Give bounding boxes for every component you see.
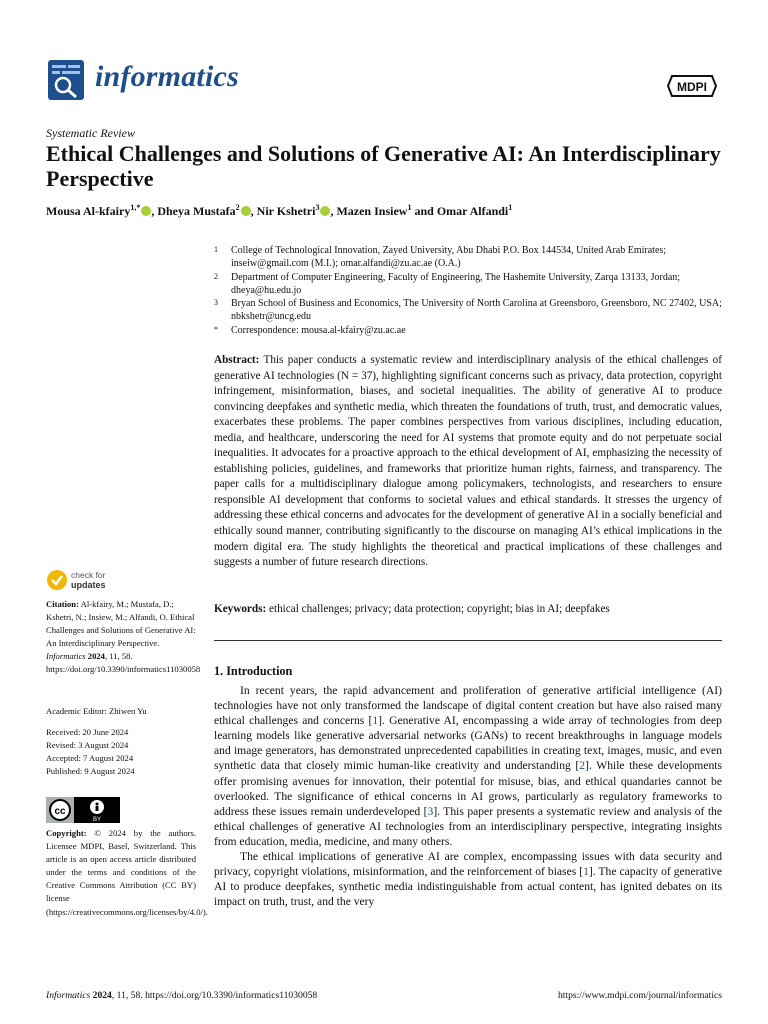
abstract — [214, 353, 722, 571]
orcid-icon[interactable] — [320, 206, 330, 216]
author-sup: 1 — [508, 203, 513, 212]
author-sup: 2 — [235, 203, 240, 212]
citation-label: Citation: — [46, 599, 79, 609]
keywords — [214, 603, 722, 615]
citation-link[interactable]: 1 — [372, 714, 379, 728]
svg-text:check for: check for — [71, 570, 106, 580]
correspondence: * Correspondence: mousa.al-kfairy@zu.ac.ae — [214, 324, 406, 336]
paragraph: The ethical implications of generative AI are complex, encompassing issues with data security and privacy, copyright violations, misinformation, and the reinforcement of biases [1]. The capacity of generative AI to produce deepfakes, synthetic media indistinguishable from actual content, has ignited debates on its impact on truth, trust, and the very — [214, 850, 722, 909]
paragraph: In recent years, the rapid advancement and proliferation of generative artificial intelligence (AI) technologies have not only transformed the landscape of digital content creation but have also raised many ethical challenges and concerns [1]. Generative AI, encompassing a wide array of technologies from deep learning models like generative adversarial networks (GANs) to recent breakthroughs in language models and image generators, has demonstrated unprecedented capabilities in creating text, images, music, and even synthetic data that closely mimic human-like creativity and understanding [2]. While these developments offer promising avenues for innovation, their potential for misuse, bias, and ethical quandaries cannot be overlooked. The significance of ethical concerns in AI grows, particularly as regulatory frameworks to address these issues remain underdeveloped [3]. This paper presents a systematic review and analysis of the ethical challenges of generative AI technologies from an interdisciplinary perspective, integrating insights from education, media, medicine, and many others. — [214, 684, 722, 848]
affiliation-item: 2 Department of Computer Engineering, Faculty of Engineering, The Hashemite University, Zarqa 13133, Jordan; dheya@hu.edu.jo — [214, 271, 681, 296]
affiliation-item: 1 College of Technological Innovation, Zayed University, Abu Dhabi P.O. Box 144534, United Arab Emirates; inseiw@gmail.com (M.I.); omar.alfandi@zu.ac.ae (O.A.) — [214, 245, 667, 270]
author-name[interactable]: Omar Alfandi — [436, 204, 509, 218]
svg-text:cc: cc — [54, 806, 66, 817]
date-received: Received: 20 June 2024 — [46, 727, 129, 737]
svg-text:BY: BY — [92, 817, 102, 823]
orcid-icon[interactable] — [241, 206, 251, 216]
cc-by-license-icon[interactable] — [46, 797, 120, 823]
citation-link[interactable]: 2 — [579, 759, 586, 773]
author-name[interactable]: Dheya Mustafa — [157, 204, 236, 218]
author-name[interactable]: Nir Kshetri — [256, 204, 316, 218]
author-sup: 1,* — [130, 203, 141, 212]
publication-dates — [46, 726, 196, 778]
journal-logo-icon — [46, 58, 86, 102]
affiliation-item: 3 Bryan School of Business and Economics, The University of North Carolina at Greensboro, Greensboro, NC 27402, USA; nbkshetr@uncg.edu — [214, 298, 722, 323]
intro-body — [214, 683, 722, 909]
date-published: Published: 9 August 2024 — [46, 766, 135, 777]
citation-link[interactable]: 1 — [583, 865, 589, 879]
author-name[interactable]: Mousa Al-kfairy — [46, 204, 131, 218]
divider — [214, 640, 722, 641]
keywords-label: Keywords: — [214, 603, 267, 615]
author-list: Mousa Al-kfairy$^{1,*}$ , Dheya Mustafa$^2$ , Nir Kshetri$^3$ , Mazen Insiew$^1$ and Omar Alfandi$^1$ — [46, 203, 513, 218]
author-sup: 3 — [315, 203, 320, 212]
svg-text:MDPI: MDPI — [677, 80, 707, 94]
mdpi-logo — [666, 72, 718, 100]
orcid-icon[interactable] — [141, 206, 151, 216]
copyright-block: Copyright: © 2024 by the authors. Licensee MDPI, Basel, Switzerland. This article is an open access article distributed under the terms and conditions of the Creative Commons Attribution (CC BY) license (https://creativecommons.org/licenses/by/4.0/). — [46, 828, 208, 917]
date-accepted: Accepted: 7 August 2024 — [46, 753, 134, 764]
footer-journal-link[interactable]: https://www.mdpi.com/journal/informatics — [557, 990, 722, 1001]
date-revised: Revised: 3 August 2024 — [46, 740, 129, 751]
affiliations — [214, 244, 724, 337]
article-type: Systematic Review — [46, 126, 135, 140]
abstract-label: Abstract: — [214, 354, 260, 366]
citation-link[interactable]: 3 — [427, 804, 434, 818]
check-for-updates-button[interactable] — [46, 569, 126, 591]
copyright-label: Copyright: — [46, 828, 87, 838]
section-heading: 1. Introduction — [214, 664, 293, 678]
author-name[interactable]: Mazen Insiew — [336, 204, 408, 218]
citation-block: Citation: Al-kfairy, M.; Mustafa, D.; Kshetri, N.; Insiew, M.; Alfandi, O. Ethical Challenges and Solutions of Generative AI: An Interdisciplinary Perspective. Informatics 2024, 11, 58. https://doi.org/10.3390/informatics11030058 — [46, 599, 201, 675]
paper-title: Ethical Challenges and Solutions of Generative AI: An Interdisciplinary Perspective — [46, 141, 721, 191]
abstract-text: This paper conducts a systematic review and interdisciplinary analysis of the ethical challenges of generative AI technologies (N = 37), highlighting significant concerns such as privacy, data protection, copyright infringement, misinformation, biases, and societal inequalities. The ability of generative AI to produce convincing deepfakes and synthetic media, which threaten the foundations of truth, trust, and democratic values, exacerbates these problems. The paper combines perspectives from various disciplines, including education, media, and healthcare, underscoring the need for AI systems that promote equity and do not perpetuate social inequalities. It advocates for a proactive approach to the ethical development of AI, emphasizing the necessity of establishing policies, guidelines, and frameworks that prioritize human rights, fairness, and transparency. The paper calls for a multidisciplinary dialogue among policymakers, technologists, and researchers to ensure responsible AI development that conforms to societal values and ethical standards. It stresses the urgency of addressing these ethical concerns and advocates for the development of generative AI in a socially beneficial and ethically sound manner, contributing significantly to the discourse on managing AI’s ethical implications in the modern digital era. The study highlights the theoretical and practical implications of these challenges and suggests a number of future research directions. — [214, 354, 722, 569]
keywords-text: ethical challenges; privacy; data protection; copyright; bias in AI; deepfakes — [269, 603, 610, 615]
academic-editor: Academic Editor: Zhiwen Yu — [46, 706, 147, 716]
author-sup: 1 — [407, 203, 412, 212]
journal-name: informatics — [95, 60, 239, 93]
footer-citation: Informatics 2024, 11, 58. https://doi.org/10.3390/informatics11030058 — [46, 990, 318, 1001]
svg-text:updates: updates — [71, 580, 106, 590]
